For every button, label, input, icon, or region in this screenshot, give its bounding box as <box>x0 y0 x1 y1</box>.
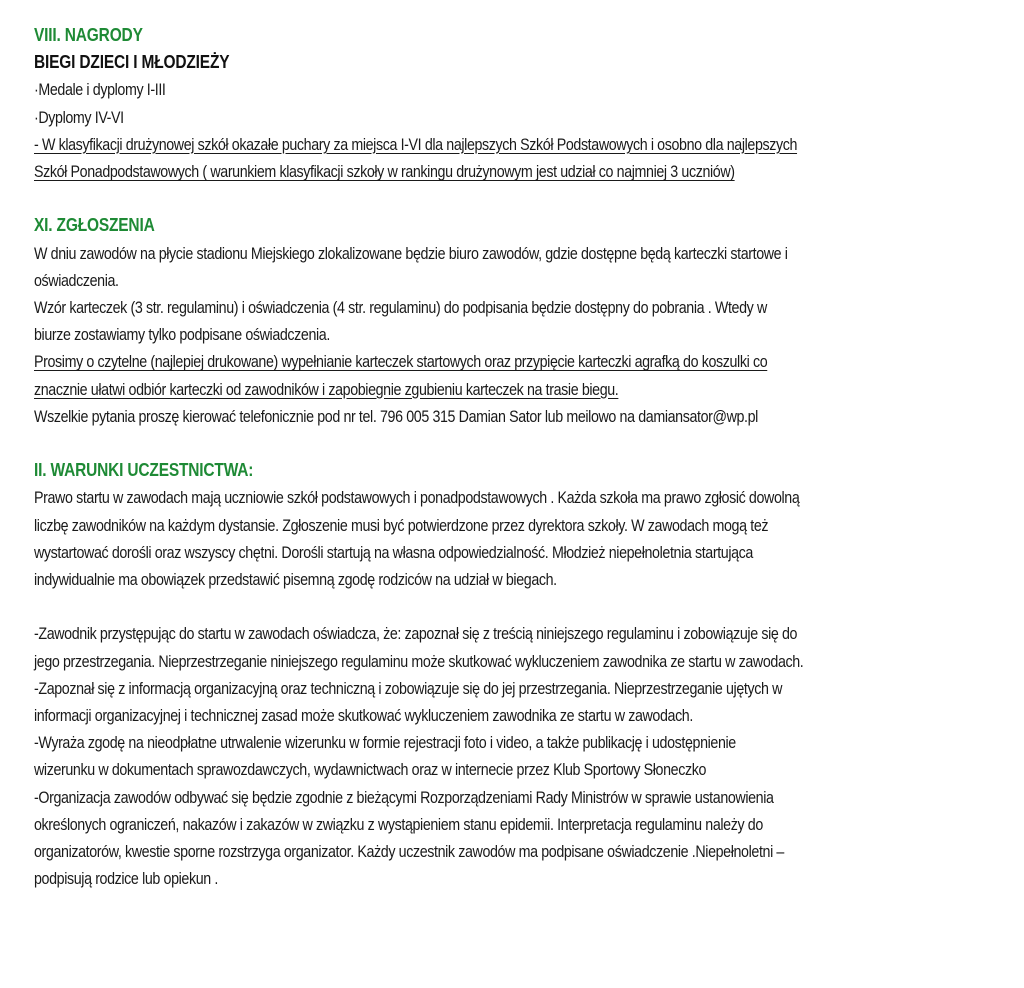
declaration-line-8: określonych ograniczeń, nakazów i zakazów w związku z wystąpieniem stanu epidemii. Interpretacja regulaminu należy do <box>34 814 763 834</box>
conditions-line-1: Prawo startu w zawodach mają uczniowie szkół podstawowych i ponadpodstawowych . Każda szkoła ma prawo zgłosić dowolną <box>34 488 800 508</box>
declaration-line-5: -Wyraża zgodę na nieodpłatne utrwalenie wizerunku w formie rejestracji foto i video, a także publikację i udostępnienie <box>34 733 736 753</box>
conditions-line-2: liczbę zawodników na każdym dystansie. Zgłoszenie musi być potwierdzone przez dyrektora szkoły. W zawodach mogą też <box>34 515 769 535</box>
document-page <box>34 22 1004 892</box>
section-heading-registration: XI. ZGŁOSZENIA <box>34 215 155 236</box>
conditions-line-4: indywidualnie ma obowiązek przedstawić pisemną zgodę rodziców na udział w biegach. <box>34 570 557 590</box>
spacer <box>34 593 1004 620</box>
declaration-line-4: informacji organizacyjnej i technicznej zasad może skutkować wykluczeniem zawodnika ze startu w zawodach. <box>34 706 693 726</box>
conditions-line-3: wystartować dorośli oraz wszyscy chętni. Dorośli startują na własna odpowiedzialność. Młodzież niepełnoletnia startująca <box>34 542 753 562</box>
declaration-line-1: -Zawodnik przystępując do startu w zawodach oświadcza, że: zapoznał się z treścią niniejszego regulaminu i zobowiązuje się do <box>34 624 798 644</box>
declaration-line-9: organizatorów, kwestie sporne rozstrzyga organizator. Każdy uczestnik zawodów ma podpisane oświadczenie .Niepełnoletni – <box>34 842 784 862</box>
declaration-line-10: podpisują rodzice lub opiekun . <box>34 869 218 889</box>
declaration-line-3: -Zapoznał się z informacją organizacyjną oraz techniczną i zobowiązuje się do jej przestrzegania. Nieprzestrzeganie ujętych w <box>34 678 783 698</box>
declaration-line-2: jego przestrzegania. Nieprzestrzeganie niniejszego regulaminu może skutkować wykluczeniem zawodnika ze startu w zawodach. <box>34 651 804 671</box>
registration-request-line-1: Prosimy o czytelne (najlepiej drukowane) wypełnianie karteczek startowych oraz przypięcie karteczki agrafką do koszulki co <box>34 352 768 372</box>
prize-team-line-2: Szkół Ponadpodstawowych ( warunkiem klasyfikacji szkoły w rankingu drużynowym jest udział co najmniej 3 uczniów) <box>34 162 735 182</box>
section-heading-prizes: VIII. NAGRODY <box>34 25 143 45</box>
registration-line-1: W dniu zawodów na płycie stadionu Miejskiego zlokalizowane będzie biuro zawodów, gdzie dostępne będą karteczki startowe i <box>34 243 788 263</box>
declaration-line-6: wizerunku w dokumentach sprawozdawczych, wydawnictwach oraz w internecie przez Klub Sportowy Słoneczko <box>34 760 707 780</box>
registration-line-3: Wzór karteczek (3 str. regulaminu) i oświadczenia (4 str. regulaminu) do podpisania będzie dostępny do pobrania . Wtedy w <box>34 298 767 318</box>
registration-request-line-2: znacznie ułatwi odbiór karteczki od zawodników i zapobiegnie zgubieniu karteczek na trasie biegu. <box>34 379 619 399</box>
subheading-children-youth: BIEGI DZIECI I MŁODZIEŻY <box>34 52 230 73</box>
spacer <box>34 185 1004 212</box>
declaration-line-7: -Organizacja zawodów odbywać się będzie zgodnie z bieżącymi Rozporządzeniami Rady Ministrów w sprawie ustanowienia <box>34 787 774 807</box>
section-heading-conditions: II. WARUNKI UCZESTNICTWA: <box>34 460 254 481</box>
spacer <box>34 430 1004 457</box>
prize-team-line-1: - W klasyfikacji drużynowej szkół okazałe puchary za miejsca I-VI dla najlepszych Szkół Podstawowych i osobno dla najlepszych <box>34 134 798 154</box>
registration-contact-line: Wszelkie pytania proszę kierować telefonicznie pod nr tel. 796 005 315 Damian Sator lub meilowo na damiansator@wp.pl <box>34 406 758 426</box>
prize-line-medals: ·Medale i dyplomy I-III <box>34 80 166 100</box>
registration-line-2: oświadczenia. <box>34 270 119 290</box>
registration-line-4: biurze zostawiamy tylko podpisane oświadczenia. <box>34 325 330 345</box>
prize-line-diplomas: ·Dyplomy IV-VI <box>34 107 124 127</box>
